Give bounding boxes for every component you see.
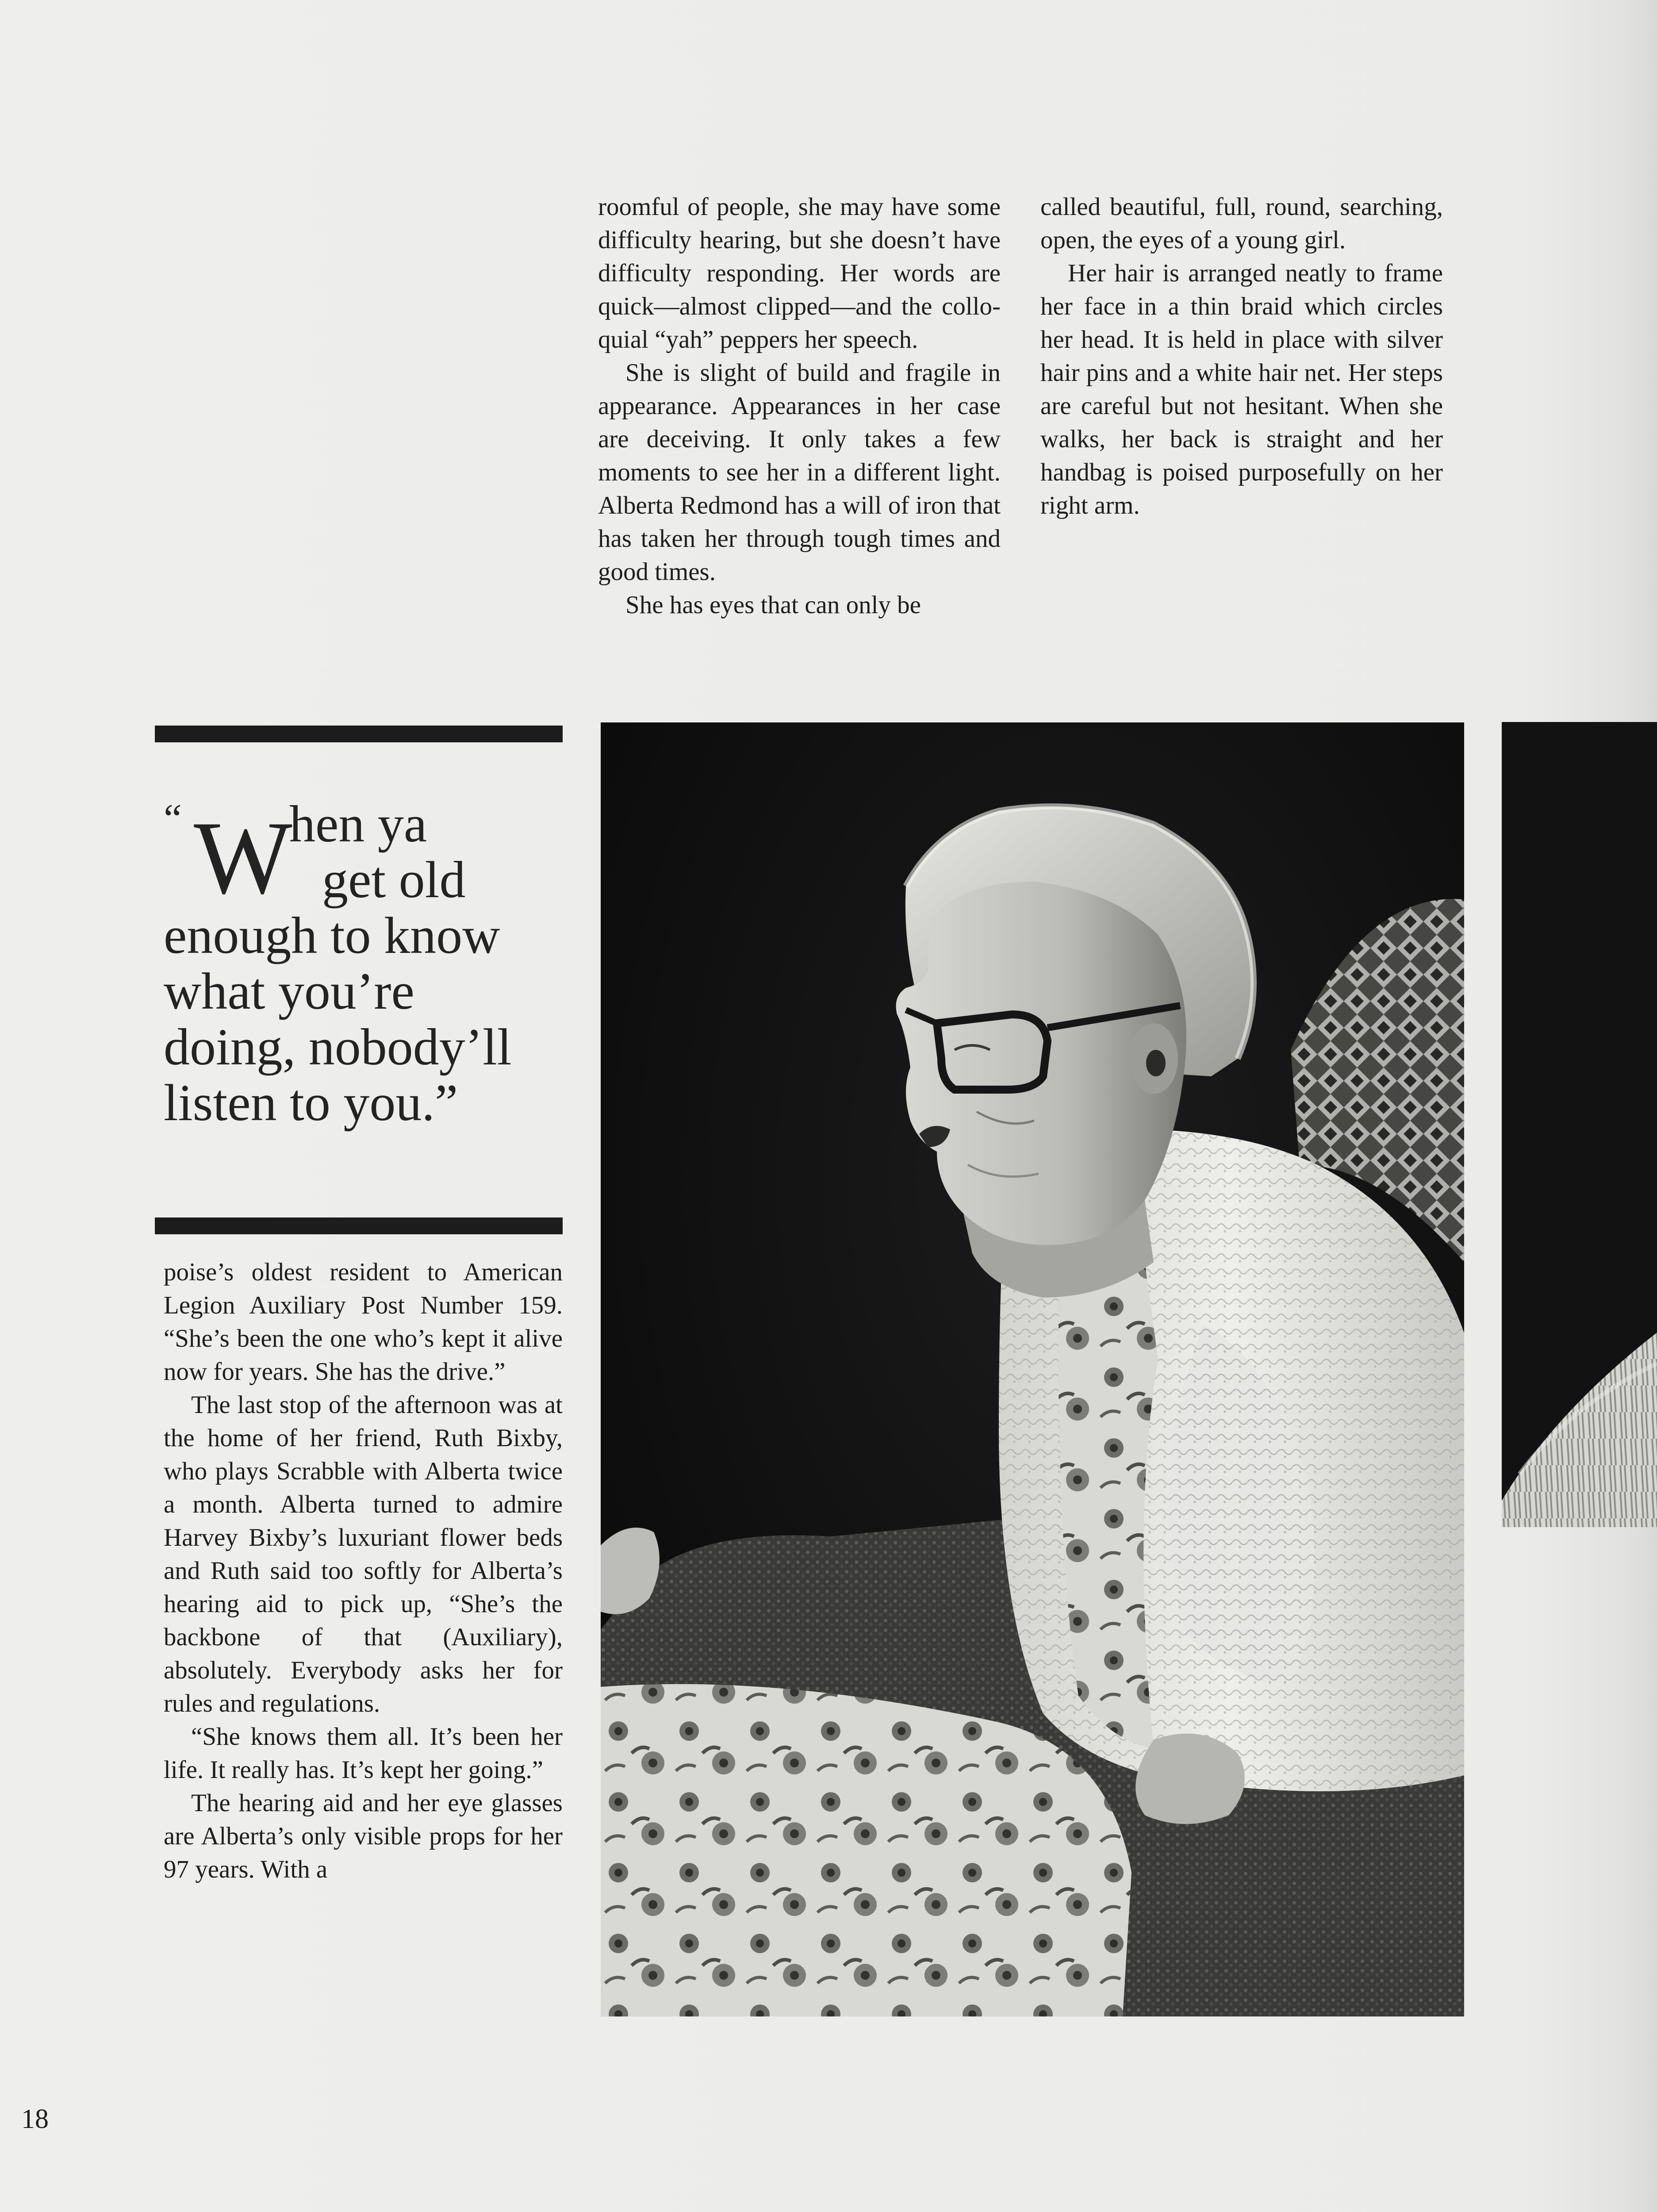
adjacent-photo-edge [1502,722,1657,1527]
article-column-top-right [1040,190,1443,522]
pullquote-line-2: get old [322,851,466,909]
portrait-photo [601,722,1464,2016]
paragraph: roomful of people, she may have some difficulty hearing, but she doesn’t have difficulty responding. Her words are quick—almost clipped—and the colloquial “yah” peppers her speech. [598,193,1001,353]
paragraph: She is slight of build and fragile in appearance. Appearances in her case are deceiving. It only takes a few moments to see her in a different light. Alberta Redmond has a will of iron that has taken her through tough times and good times. [598,359,1001,586]
paragraph: The last stop of the afternoon was at the home of her friend, Ruth Bixby, who plays Scrabble with Alberta twice a month. Alberta turned to admire Harvey Bixby’s luxuriant flower beds and Ruth said too softly for Alberta’s hearing aid to pick up, “She’s the backbone of that (Auxiliary), absolutely. Everybody asks her for rules and regulations. [164,1391,563,1717]
article-column-top-middle [598,190,1001,622]
article-column-left [164,1256,563,1886]
pullquote-rule-top [155,726,563,742]
pullquote-opening [164,795,562,916]
paragraph: called beautiful, full, round, searching, open, the eyes of a young girl. [1040,193,1443,254]
paragraph: Her hair is arranged neatly to frame her face in a thin braid which circles her head. It is held in place with silver hair pins and a white hair net. Her steps are careful but not hesitant. When she walks, her back is straight and her handbag is poised purposefully on her right arm. [1040,259,1443,519]
pullquote-text: enough to know what you’re doing, nobody’ll listen to you.” [164,906,512,1132]
pullquote-open-mark: “ [164,796,182,841]
portrait-illustration [601,722,1464,2016]
paragraph: The hearing aid and her eye glasses are Alberta’s only visible props for her 97 years. With a [164,1789,563,1883]
pullquote-rule-bottom [155,1217,563,1234]
paragraph: She has eyes that can only be [625,591,921,619]
pullquote-drop-cap: W [194,800,292,916]
paragraph: poise’s oldest resident to American Legion Auxiliary Post Number 159. “She’s been the one who’s kept it alive now for years. She has the drive.” [164,1258,563,1386]
page-number: 18 [21,2104,49,2134]
pullquote [164,796,562,1131]
pullquote-line-1: hen ya [289,795,427,853]
paragraph: “She knows them all. It’s been her life. It really has. It’s kept her going.” [164,1723,563,1784]
adjacent-photo-illustration [1502,722,1657,1527]
